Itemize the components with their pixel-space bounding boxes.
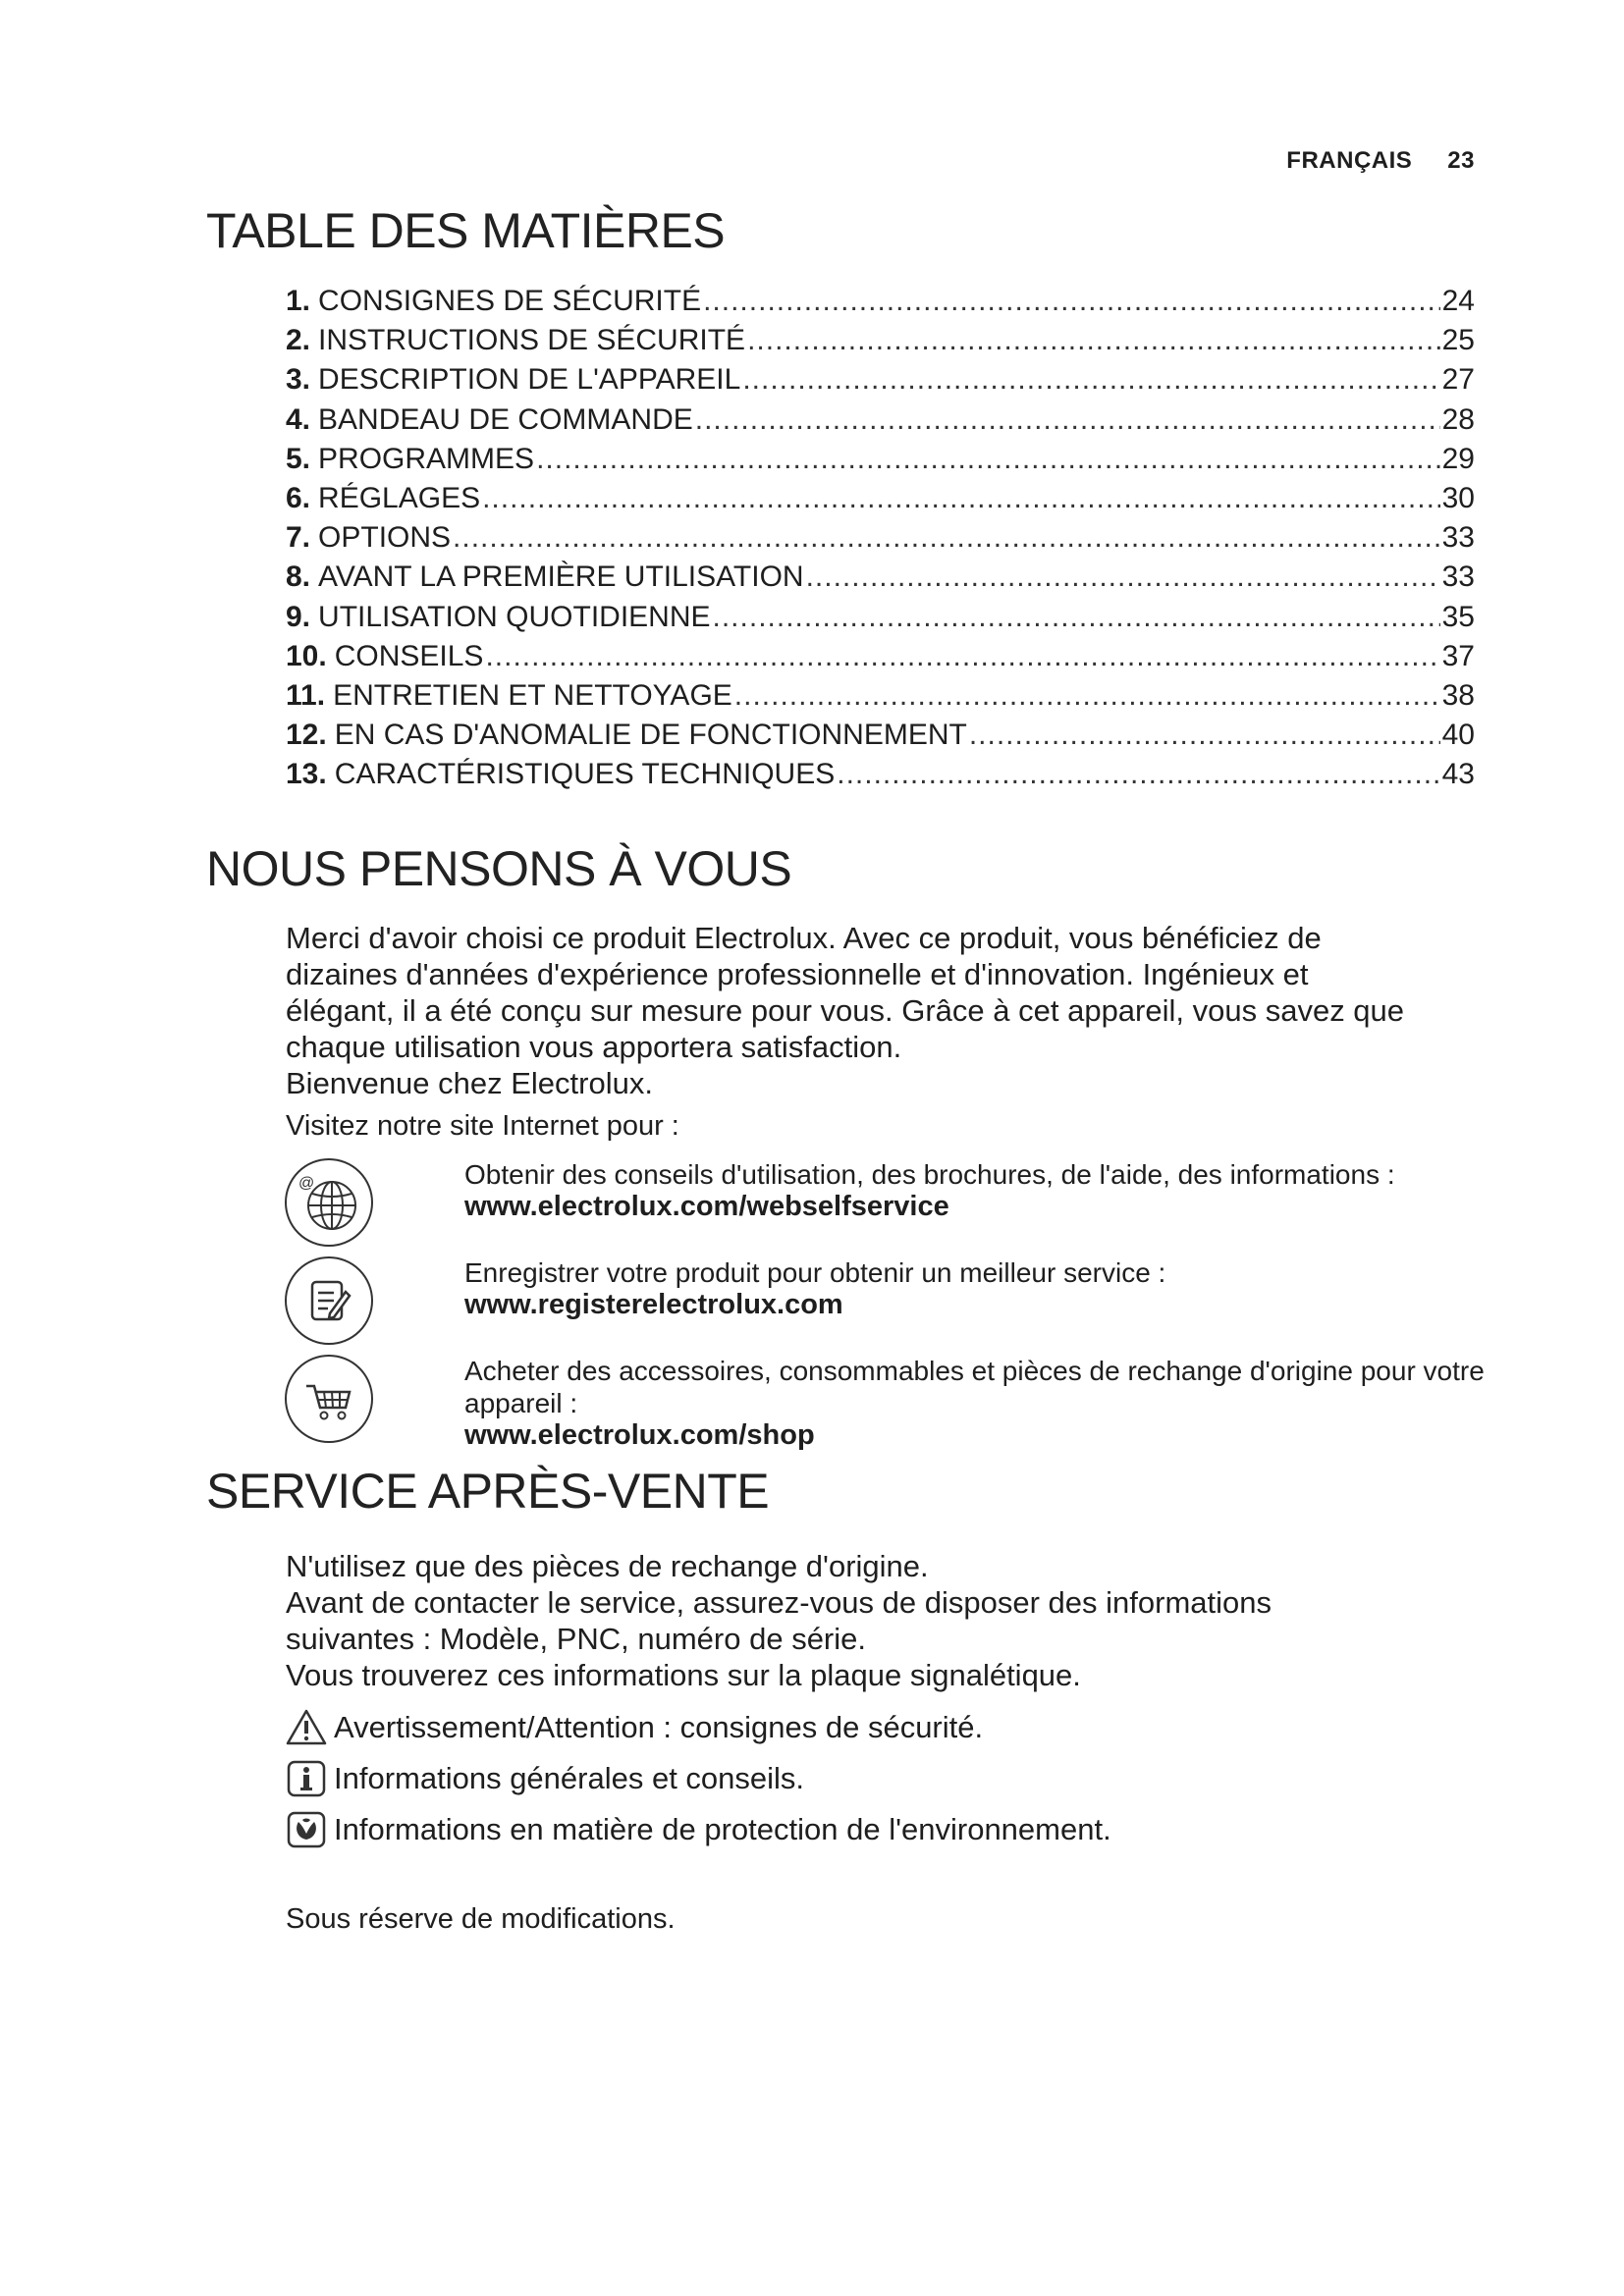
toc-item-label: RÉGLAGES bbox=[318, 482, 481, 515]
section-title-service-apres-vente: SERVICE APRÈS-VENTE bbox=[206, 1464, 770, 1519]
toc-item-page: 27 bbox=[1441, 363, 1475, 397]
table-of-contents bbox=[286, 282, 1475, 795]
service-item-webselfservice bbox=[285, 1158, 1502, 1266]
toc-item-label: INSTRUCTIONS DE SÉCURITÉ bbox=[318, 324, 746, 357]
toc-item-page: 29 bbox=[1441, 442, 1475, 475]
register-icon bbox=[285, 1256, 373, 1345]
shop-link[interactable]: www.electrolux.com/shop bbox=[464, 1419, 815, 1451]
toc-item[interactable]: 1. CONSIGNES DE SÉCURITÉ ..... 24 bbox=[286, 282, 1475, 321]
toc-item-page: 33 bbox=[1441, 521, 1475, 555]
toc-item[interactable]: 2. INSTRUCTIONS DE SÉCURITÉ ..... 25 bbox=[286, 321, 1475, 360]
toc-item[interactable]: 8. AVANT LA PREMIÈRE UTILISATION ..... 33 bbox=[286, 558, 1475, 597]
toc-item-page: 38 bbox=[1441, 679, 1475, 713]
webselfservice-link[interactable]: www.electrolux.com/webselfservice bbox=[464, 1191, 949, 1222]
toc-item[interactable]: 9. UTILISATION QUOTIDIENNE ..... 35 bbox=[286, 598, 1475, 637]
language-label: FRANÇAIS bbox=[1286, 147, 1413, 174]
register-link[interactable]: www.registerelectrolux.com bbox=[464, 1289, 843, 1320]
toc-item-label: OPTIONS bbox=[318, 521, 452, 555]
toc-item-page: 25 bbox=[1441, 324, 1475, 357]
legend-warning: Avertissement/Attention : consignes de sécurité. bbox=[285, 1708, 1463, 1747]
toc-item-page: 35 bbox=[1441, 600, 1475, 633]
service-paragraph: N'utilisez que des pièces de rechange d'origine. Avant de contacter le service, assurez-vous de disposer des informations suivantes : Modèle, PNC, numéro de série. Vous trouverez ces informations sur la plaque signalétique. bbox=[286, 1549, 1272, 1692]
toc-item[interactable]: 12. EN CAS D'ANOMALIE DE FONCTIONNEMENT ..... 40 bbox=[286, 716, 1475, 755]
intro-paragraph: Merci d'avoir choisi ce produit Electrolux. Avec ce produit, vous bénéficiez de dizaines d'années d'expérience professionnelle et d'innovation. Ingénieux et élégant, il a été conçu sur mesure pour vous. Grâce à cet appareil, vous savez que chaque utilisation vous apportera satisfaction. Bienvenue chez Electrolux. bbox=[286, 921, 1405, 1100]
toc-item-page: 28 bbox=[1441, 402, 1475, 436]
toc-item[interactable]: 11. ENTRETIEN ET NETTOYAGE ..... 38 bbox=[286, 676, 1475, 716]
toc-item-page: 43 bbox=[1441, 758, 1475, 791]
toc-item-page: 30 bbox=[1441, 482, 1475, 515]
toc-item-label: DESCRIPTION DE L'APPAREIL bbox=[318, 363, 741, 397]
page-header bbox=[1286, 147, 1475, 175]
warning-icon bbox=[285, 1708, 328, 1747]
service-description: Obtenir des conseils d'utilisation, des brochures, de l'aide, des informations : bbox=[464, 1159, 1395, 1190]
toc-item-page: 40 bbox=[1441, 719, 1475, 752]
shopping-cart-icon bbox=[285, 1355, 373, 1443]
toc-item[interactable]: 6. RÉGLAGES ..... 30 bbox=[286, 479, 1475, 518]
toc-item-label: CONSIGNES DE SÉCURITÉ bbox=[318, 285, 702, 317]
toc-item-page: 24 bbox=[1441, 285, 1475, 317]
toc-item-label: EN CAS D'ANOMALIE DE FONCTIONNEMENT bbox=[334, 719, 967, 752]
toc-item-page: 37 bbox=[1441, 639, 1475, 672]
service-description: Acheter des accessoires, consommables et pièces de rechange d'origine pour votre appareil : bbox=[464, 1356, 1485, 1418]
visit-website-text: Visitez notre site Internet pour : bbox=[286, 1110, 679, 1142]
legend-info: Informations générales et conseils. bbox=[285, 1759, 1463, 1798]
section-title-nous-pensons: NOUS PENSONS À VOUS bbox=[206, 841, 792, 896]
toc-item[interactable]: 13. CARACTÉRISTIQUES TECHNIQUES ..... 43 bbox=[286, 755, 1475, 794]
toc-item-label: CONSEILS bbox=[334, 639, 484, 672]
toc-item-label: BANDEAU DE COMMANDE bbox=[318, 402, 693, 436]
toc-item-label: AVANT LA PREMIÈRE UTILISATION bbox=[318, 561, 804, 594]
toc-title: TABLE DES MATIÈRES bbox=[206, 203, 726, 258]
toc-item[interactable]: 3. DESCRIPTION DE L'APPAREIL ..... 27 bbox=[286, 360, 1475, 400]
toc-item-label: PROGRAMMES bbox=[318, 442, 535, 475]
toc-item[interactable]: 5. PROGRAMMES ..... 29 bbox=[286, 440, 1475, 479]
toc-item[interactable]: 4. BANDEAU DE COMMANDE ..... 28 bbox=[286, 400, 1475, 440]
legend-environment: Informations en matière de protection de l'environnement. bbox=[285, 1810, 1463, 1849]
toc-item-label: CARACTÉRISTIQUES TECHNIQUES bbox=[334, 758, 836, 791]
toc-item[interactable]: 10. CONSEILS ..... 37 bbox=[286, 637, 1475, 676]
svg-text:@: @ bbox=[298, 1175, 315, 1192]
footer-note: Sous réserve de modifications. bbox=[286, 1903, 676, 1935]
service-description: Enregistrer votre produit pour obtenir un meilleur service : bbox=[464, 1257, 1166, 1288]
toc-item-label: UTILISATION QUOTIDIENNE bbox=[318, 600, 711, 633]
service-item-shop bbox=[285, 1355, 1502, 1463]
globe-icon bbox=[285, 1158, 373, 1247]
toc-item-label: ENTRETIEN ET NETTOYAGE bbox=[333, 679, 732, 713]
info-icon bbox=[285, 1759, 328, 1798]
service-item-register bbox=[285, 1256, 1502, 1364]
toc-item-page: 33 bbox=[1441, 561, 1475, 594]
toc-item[interactable]: 7. OPTIONS ..... 33 bbox=[286, 518, 1475, 558]
environment-icon bbox=[285, 1810, 328, 1849]
page-number: 23 bbox=[1447, 147, 1475, 174]
